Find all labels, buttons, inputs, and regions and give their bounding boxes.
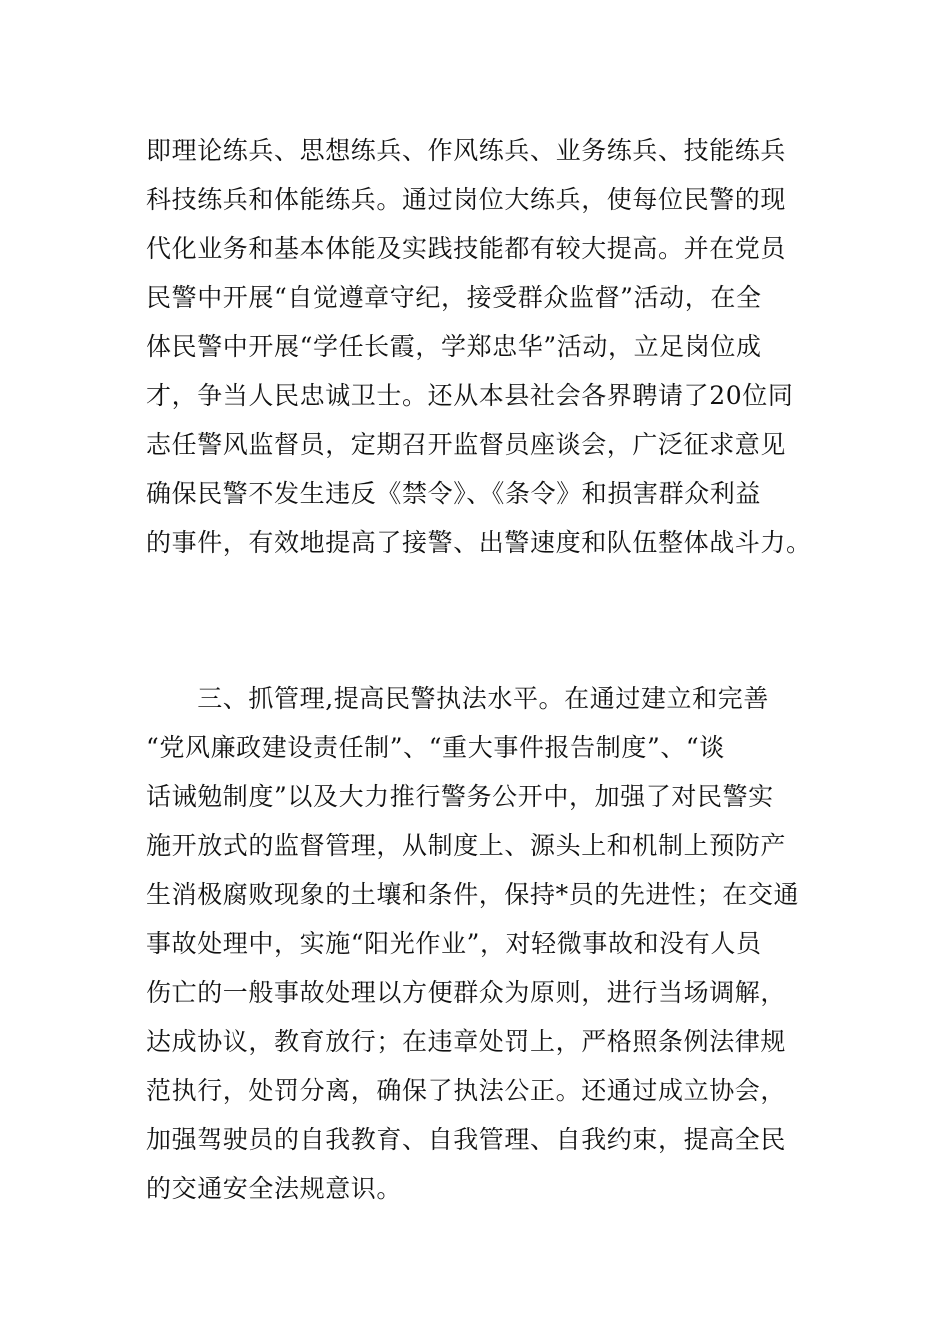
text-line: 民警中开展“自觉遵章守纪，接受群众监督”活动，在全 bbox=[146, 283, 762, 312]
text-line: 志任警风监督员，定期召开监督员座谈会，广泛征求意见 bbox=[146, 430, 787, 459]
text-line: 代化业务和基本体能及实践技能都有较大提高。并在党员 bbox=[146, 234, 787, 263]
text-line: 范执行，处罚分离，确保了执法公正。还通过成立协会， bbox=[146, 1076, 787, 1105]
text-line: 事故处理中，实施“阳光作业”，对轻微事故和没有人员 bbox=[146, 929, 762, 958]
text-line: 的事件，有效地提高了接警、出警速度和队伍整体战斗力。 bbox=[146, 528, 812, 557]
text-line: 生消极腐败现象的土壤和条件，保持*员的先进性；在交通 bbox=[146, 880, 800, 909]
text-line: 达成协议，教育放行；在违章处罚上，严格照条例法律规 bbox=[146, 1027, 787, 1056]
text-line: 伤亡的一般事故处理以方便群众为原则，进行当场调解， bbox=[146, 978, 787, 1007]
paragraph-training bbox=[146, 126, 816, 567]
paragraph-management bbox=[146, 674, 816, 1213]
text-line: 确保民警不发生违反《禁令》、《条令》和损害群众利益 bbox=[146, 479, 762, 508]
text-line: 话诫勉制度”以及大力推行警务公开中，加强了对民警实 bbox=[146, 782, 774, 811]
text-line: 才，争当人民忠诚卫士。还从本县社会各界聘请了20位同 bbox=[146, 381, 794, 410]
text-line: 加强驾驶员的自我教育、自我管理、自我约束，提高全民 bbox=[146, 1125, 787, 1154]
text-line: 科技练兵和体能练兵。通过岗位大练兵，使每位民警的现 bbox=[146, 185, 787, 214]
text-line: 体民警中开展“学任长霞，学郑忠华”活动，立足岗位成 bbox=[146, 332, 762, 361]
text-line: 施开放式的监督管理，从制度上、源头上和机制上预防产 bbox=[146, 831, 787, 860]
text-line: 三、抓管理,提高民警执法水平。在通过建立和完善 bbox=[146, 684, 769, 713]
text-line: 的交通安全法规意识。 bbox=[146, 1174, 403, 1203]
text-line: “党风廉政建设责任制”、“重大事件报告制度”、“谈 bbox=[146, 733, 725, 762]
text-line: 即理论练兵、思想练兵、作风练兵、业务练兵、技能练兵 bbox=[146, 136, 787, 165]
